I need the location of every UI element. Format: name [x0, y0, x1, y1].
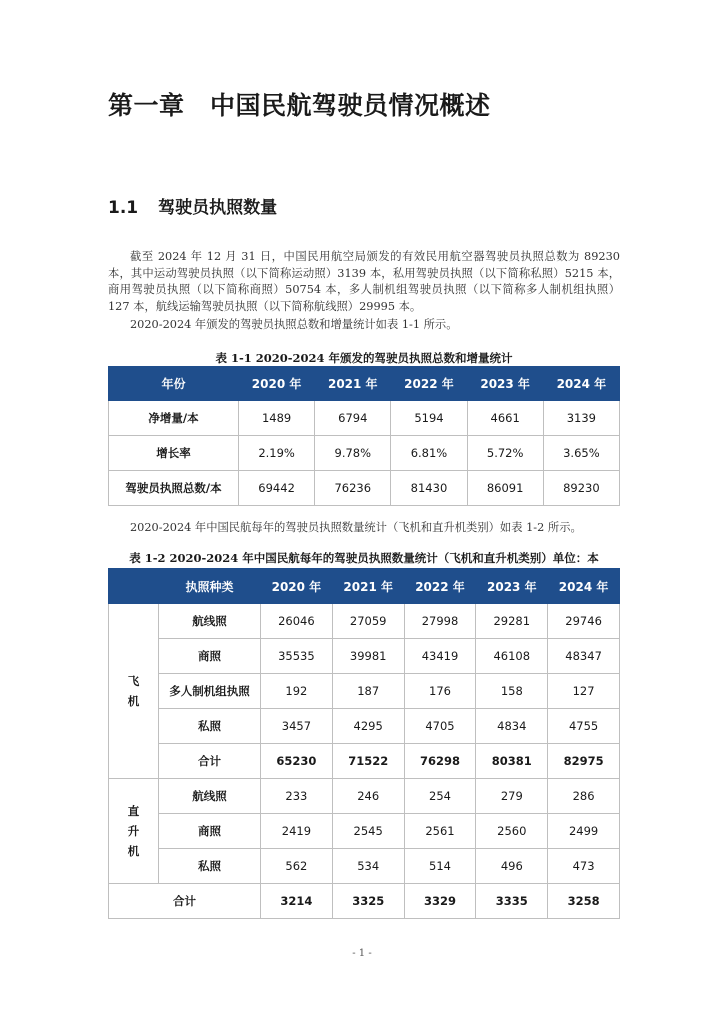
- table-cell: 43419: [404, 639, 476, 674]
- table-cell: 27998: [404, 604, 476, 639]
- table-cell: 3325: [332, 884, 404, 919]
- row-label: 航线照: [159, 779, 261, 814]
- table-cell: 80381: [476, 744, 548, 779]
- table-cell: 233: [261, 779, 333, 814]
- table-header-row: [109, 569, 620, 604]
- page-number: - 1 -: [352, 948, 372, 959]
- header-cell: 2022 年: [404, 569, 476, 604]
- table1-caption: 表 1-1 2020-2024 年颁发的驾驶员执照总数和增量统计: [215, 351, 513, 365]
- table-cell: 2545: [332, 814, 404, 849]
- table-cell: 192: [261, 674, 333, 709]
- header-cell: 2021 年: [315, 367, 391, 401]
- header-cell-empty: [109, 569, 159, 604]
- table-row: [109, 674, 620, 709]
- header-cell: 2022 年: [391, 367, 467, 401]
- table-cell: 4834: [476, 709, 548, 744]
- table-cell: 246: [332, 779, 404, 814]
- section-heading: 驾驶员执照数量: [158, 198, 278, 218]
- table-cell: 76298: [404, 744, 476, 779]
- table-cell: 2560: [476, 814, 548, 849]
- table-row: [109, 779, 620, 814]
- group-char: 机: [127, 844, 140, 858]
- header-cell: 2023 年: [467, 367, 543, 401]
- intro-paragraph: 截至 2024 年 12 月 31 日，中国民用航空局颁发的有效民用航空器驾驶员执照总数为 89230 本，其中运动驾驶员执照（以下简称运动照）3139 本，私用驾驶员执照（以下简称私照）5215 本，商用驾驶员执照（以下简称商照）50754 本，多人制机组驾驶员执照（以下简称多人制机组执照）127 本，航线运输驾驶员执照（以下简称航线照）29995 本。: [108, 250, 620, 313]
- table-header-row: [109, 367, 620, 401]
- row-label: 商照: [159, 639, 261, 674]
- table-cell: 2561: [404, 814, 476, 849]
- table-cell: 89230: [543, 471, 619, 506]
- table-cell: 3258: [548, 884, 620, 919]
- group-label-airplane: [109, 604, 159, 779]
- table-row: [109, 604, 620, 639]
- license-growth-table: [108, 366, 620, 506]
- table-cell: 35535: [261, 639, 333, 674]
- row-label: 私照: [159, 709, 261, 744]
- table2-reference-paragraph: 2020-2024 年中国民航每年的驾驶员执照数量统计（飞机和直升机类别）如表 1-2 所示。: [130, 521, 582, 534]
- table-cell: 496: [476, 849, 548, 884]
- table-cell: 71522: [332, 744, 404, 779]
- header-cell: 2020 年: [261, 569, 333, 604]
- row-label: 合计: [159, 744, 261, 779]
- table-cell: 81430: [391, 471, 467, 506]
- header-cell: 年份: [109, 367, 239, 401]
- group-char: 升: [127, 824, 140, 838]
- table-row: [109, 436, 620, 471]
- header-cell: 2024 年: [543, 367, 619, 401]
- section-title: [108, 193, 277, 218]
- table-cell: 29746: [548, 604, 620, 639]
- table-cell: 4295: [332, 709, 404, 744]
- row-label: 多人制机组执照: [159, 674, 261, 709]
- header-cell: 2021 年: [332, 569, 404, 604]
- table-cell: 39981: [332, 639, 404, 674]
- table-cell: 69442: [239, 471, 315, 506]
- table-cell: 254: [404, 779, 476, 814]
- table-cell: 1489: [239, 401, 315, 436]
- table-cell: 2499: [548, 814, 620, 849]
- group-char: 直: [127, 804, 140, 818]
- table-cell: 5.72%: [467, 436, 543, 471]
- table-cell: 48347: [548, 639, 620, 674]
- header-cell: 2024 年: [548, 569, 620, 604]
- table-cell: 286: [548, 779, 620, 814]
- header-cell: 执照种类: [159, 569, 261, 604]
- table-cell: 176: [404, 674, 476, 709]
- header-cell: 2020 年: [239, 367, 315, 401]
- table-cell: 3214: [261, 884, 333, 919]
- chapter-title: 第一章 中国民航驾驶员情况概述: [108, 91, 491, 120]
- group-label-helicopter: [109, 779, 159, 884]
- table-row: [109, 709, 620, 744]
- table-cell: 514: [404, 849, 476, 884]
- table-cell: 127: [548, 674, 620, 709]
- table-cell: 76236: [315, 471, 391, 506]
- table-cell: 3335: [476, 884, 548, 919]
- table-cell: 29281: [476, 604, 548, 639]
- table-cell: 158: [476, 674, 548, 709]
- table-cell: 279: [476, 779, 548, 814]
- table1-reference-paragraph: 2020-2024 年颁发的驾驶员执照总数和增量统计如表 1-1 所示。: [130, 318, 458, 331]
- table-cell: 4755: [548, 709, 620, 744]
- row-label: 驾驶员执照总数/本: [109, 471, 239, 506]
- table-cell: 82975: [548, 744, 620, 779]
- table-cell: 86091: [467, 471, 543, 506]
- license-category-table: [108, 568, 620, 919]
- table-cell: 6794: [315, 401, 391, 436]
- section-number: 1.1: [108, 198, 139, 218]
- table-cell: 187: [332, 674, 404, 709]
- table-cell: 3.65%: [543, 436, 619, 471]
- table-cell: 26046: [261, 604, 333, 639]
- table-row-subtotal: [109, 744, 620, 779]
- table-cell: 3329: [404, 884, 476, 919]
- row-label: 增长率: [109, 436, 239, 471]
- table-cell: 6.81%: [391, 436, 467, 471]
- table-cell: 473: [548, 849, 620, 884]
- row-label: 合计: [109, 884, 261, 919]
- table-cell: 3457: [261, 709, 333, 744]
- row-label: 商照: [159, 814, 261, 849]
- table-cell: 2419: [261, 814, 333, 849]
- table-row: [109, 471, 620, 506]
- row-label: 航线照: [159, 604, 261, 639]
- table-cell: 3139: [543, 401, 619, 436]
- table-cell: 46108: [476, 639, 548, 674]
- group-char: 机: [127, 694, 140, 708]
- header-cell: 2023 年: [476, 569, 548, 604]
- group-char: 飞: [127, 674, 140, 688]
- table-cell: 562: [261, 849, 333, 884]
- table-cell: 9.78%: [315, 436, 391, 471]
- table-row: [109, 401, 620, 436]
- table-cell: 534: [332, 849, 404, 884]
- table-cell: 4705: [404, 709, 476, 744]
- row-label: 私照: [159, 849, 261, 884]
- table-cell: 4661: [467, 401, 543, 436]
- table-row: [109, 849, 620, 884]
- table-cell: 27059: [332, 604, 404, 639]
- table-row-total: [109, 884, 620, 919]
- table-cell: 65230: [261, 744, 333, 779]
- table-row: [109, 814, 620, 849]
- row-label: 净增量/本: [109, 401, 239, 436]
- table2-caption: 表 1-2 2020-2024 年中国民航每年的驾驶员执照数量统计（飞机和直升机类别）单位：本: [129, 551, 599, 565]
- table-cell: 5194: [391, 401, 467, 436]
- table-row: [109, 639, 620, 674]
- table-cell: 2.19%: [239, 436, 315, 471]
